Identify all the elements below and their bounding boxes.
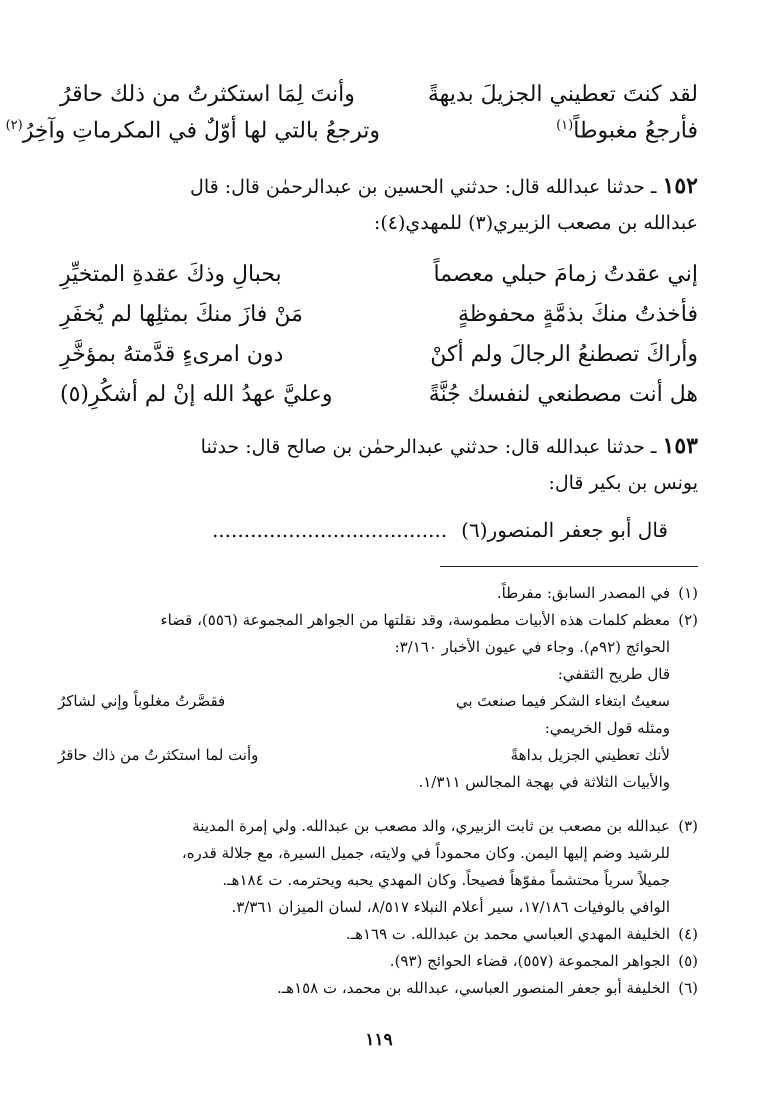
paragraph-152: [58, 168, 698, 241]
footnote-line: ومثله قول الخريمي:: [544, 719, 670, 737]
footnote-text: الخليفة المهدي العباسي محمد بن عبدالله. ت ١٦٩هـ.: [345, 925, 670, 943]
footnote-text: معظم كلمات هذه الأبيات مطموسة، وقد نقلتها من الجواهر المجموعة (٥٥٦)، قضاء: [160, 611, 670, 629]
verse-second: فقصَّرتُ مغلوباً وإني لشاكرُ: [58, 692, 226, 710]
page-number: ١١٩: [365, 1030, 393, 1050]
footnote-text: الجواهر المجموعة (٥٥٧)، قضاء الحوائج (٩٣).: [389, 952, 670, 970]
hemistich-second: بحبالِ وذكَ عقدةِ المتخيِّرِ: [60, 262, 282, 287]
hemistich-second: [5, 109, 380, 148]
footnote-text: الخليفة أبو جعفر المنصور العباسي، عبدالله بن محمد، ت ١٥٨هـ.: [276, 979, 670, 997]
footnote-number: (٣): [678, 817, 698, 835]
poem2-couplet-4: [60, 378, 698, 412]
footnote-text: في المصدر السابق: مفرطاً.: [496, 584, 670, 602]
hemistich-first: هل أنت مصطنعي لنفسك جُنَّةً: [428, 382, 698, 407]
footnote-line: والأبيات الثلاثة في بهجة المجالس ١/٣١١.: [418, 773, 670, 791]
paragraph-line-1: [58, 168, 698, 205]
paragraph-line-2: عبدالله بن مصعب الزبيري(٣) للمهدي(٤):: [373, 212, 698, 234]
footnote-6: [58, 975, 698, 1002]
footnote-ref: (٢): [5, 118, 23, 134]
footnote-4: [58, 921, 698, 948]
paragraph-number: ١٥٢: [662, 173, 698, 199]
hemistich-text: وترجعُ بالتي لها أوّلٌ في المكرماتِ وآخِرُ: [22, 118, 380, 144]
quote-text: قال أبو جعفر المنصور(٦): [461, 518, 668, 542]
hemistich-second: وعليَّ عهدُ الله إنْ لم أشكُرِ(٥): [60, 382, 333, 407]
footnote-number: (٤): [678, 925, 698, 943]
footnote-line: [192, 817, 698, 835]
verse-first: لأنك تعطيني الجزيل بداهةً: [510, 746, 670, 764]
footnote-text: عبدالله بن مصعب بن ثابت الزبيري، والد مصعب بن عبدالله. ولي إمرة المدينة: [192, 817, 670, 835]
footnote-5: [58, 948, 698, 975]
footnote-3: [58, 813, 698, 921]
hemistich-first: فأخذتُ منكَ بذمَّةٍ محفوظةٍ: [457, 302, 698, 327]
quote-line: [58, 510, 668, 550]
paragraph-153: [58, 428, 698, 501]
footnote-2: [58, 607, 698, 796]
hemistich-second: دون امرىءٍ قدَّمتهُ بمؤخَّرِ: [60, 342, 284, 367]
hemistich-first: إني عقدتُ زمامَ حبلي معصماً: [433, 262, 698, 287]
footnote-ref: (١): [556, 118, 574, 134]
poem1-couplet-2: [5, 112, 698, 146]
footnote-line: [161, 611, 698, 629]
poem1-couplet-1: [60, 78, 698, 112]
hemistich-second: مَنْ فازَ منكَ بمثلِها لم يُخفَرِ: [60, 302, 303, 327]
footnote-number: (١): [678, 584, 698, 602]
hemistich-first: لقد كنتَ تعطيني الجزيلَ بديهةً: [427, 82, 698, 107]
hemistich-second: وأنتَ لِمَا استكثرتُ من ذلك حاقرُ: [60, 82, 355, 107]
paragraph-text: ـ حدثنا عبدالله قال: حدثني الحسين بن عبدالرحمٰن قال: قال: [190, 176, 657, 198]
footnote-line: جميلاً سرياً محتشماً مفوّهاً فصيحاً. وكان المهدي يحبه ويحترمه. ت ١٨٤هـ.: [222, 871, 670, 889]
hemistich-first: [398, 109, 698, 148]
paragraph-line-1: [58, 428, 698, 465]
footnote-number: (٢): [678, 611, 698, 629]
footnote-number: (٦): [678, 979, 698, 997]
footnote-line: الحوائج (٩٢م). وجاء في عيون الأخبار ٣/١٦٠:: [394, 638, 670, 656]
paragraph-text: ـ حدثنا عبدالله قال: حدثني عبدالرحمٰن بن صالح قال: حدثنا: [200, 436, 657, 458]
footnote-line: الوافي بالوفيات ١٧/١٨٦، سير أعلام النبلاء ٨/٥١٧، لسان الميزان ٣/٣٦١.: [231, 898, 670, 916]
footnote-1: [58, 580, 698, 607]
footnote-verse-1: [58, 688, 698, 715]
ellipsis-dots: .....................................: [211, 518, 448, 542]
poem2-couplet-2: [60, 298, 698, 332]
hemistich-first: وأراكَ تصطنعُ الرجالَ ولم أكنْ: [430, 342, 698, 367]
poem2-couplet-3: [60, 338, 698, 372]
footnote-separator: [440, 566, 698, 567]
footnote-line: قال طريح الثقفي:: [557, 665, 670, 683]
verse-first: سعيتُ ابتغاء الشكر فيما صنعتَ بي: [455, 692, 670, 710]
paragraph-number: ١٥٣: [662, 433, 698, 459]
paragraph-line-2: يونس بن بكير قال:: [548, 472, 698, 494]
hemistich-text: فأرجعُ مغبوطاً: [573, 118, 698, 144]
verse-second: وأنت لما استكثرتُ من ذاك حاقرُ: [58, 746, 259, 764]
footnote-line: للرشيد وضم إليها اليمن. وكان محموداً في ولايته، جميل السيرة، مع جلالة قدره،: [181, 844, 670, 862]
footnote-verse-2: [58, 742, 698, 769]
footnote-number: (٥): [678, 952, 698, 970]
poem2-couplet-1: [60, 258, 698, 292]
